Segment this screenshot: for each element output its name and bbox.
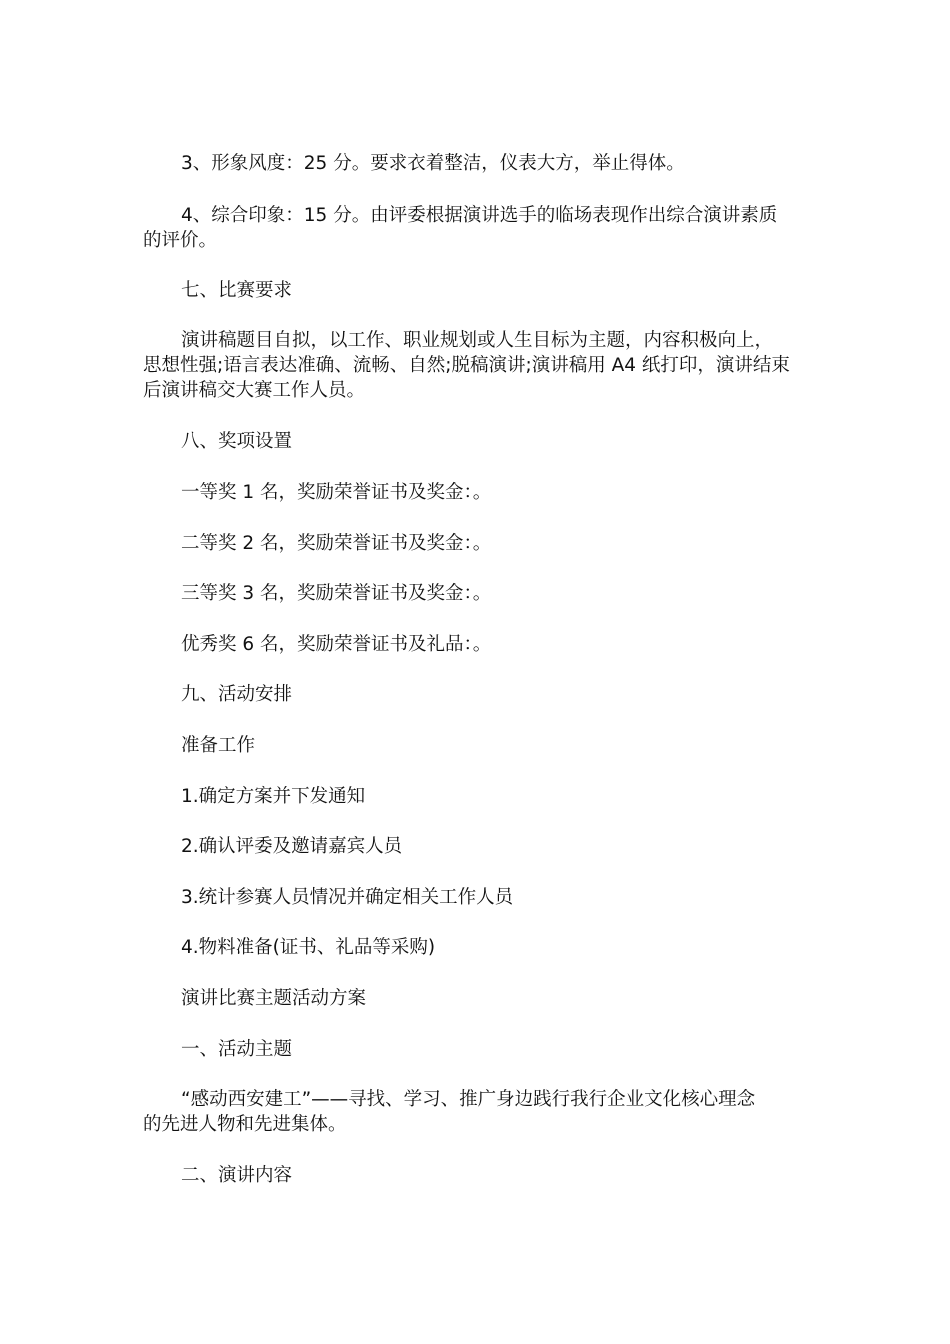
subheading-preparation xyxy=(181,733,808,758)
award-excellence-prize xyxy=(181,632,808,657)
text-line: 4.物料准备(证书、礼品等采购) xyxy=(181,937,436,958)
paragraph-image-score xyxy=(143,151,808,176)
paragraph-requirements xyxy=(143,328,808,403)
list-item-3 xyxy=(181,885,808,910)
text-line: 4、综合印象：15 分。由评委根据演讲选手的临场表现作出综合演讲素质 xyxy=(181,205,778,226)
list-item-1 xyxy=(181,784,808,809)
text-line: 3.统计参赛人员情况并确定相关工作人员 xyxy=(181,887,514,908)
section-heading-theme xyxy=(181,1037,808,1062)
award-first-prize xyxy=(181,480,808,505)
text-line: 一、活动主题 xyxy=(181,1039,293,1060)
text-line: 一等奖 1 名，奖励荣誉证书及奖金：。 xyxy=(181,482,492,503)
text-line: 七、比赛要求 xyxy=(181,280,293,301)
text-line: 的先进人物和先进集体。 xyxy=(143,1114,347,1135)
text-line: 思想性强;语言表达准确、流畅、自然;脱稿演讲;演讲稿用 A4 纸打印，演讲结束 xyxy=(143,355,790,376)
text-line: 准备工作 xyxy=(181,735,256,756)
text-line: 三等奖 3 名，奖励荣誉证书及奖金：。 xyxy=(181,583,492,604)
award-second-prize xyxy=(181,531,808,556)
text-line: 后演讲稿交大赛工作人员。 xyxy=(143,380,366,401)
text-line: “感动西安建工”——寻找、学习、推广身边践行我行企业文化核心理念 xyxy=(181,1089,756,1110)
section-heading-speech-content xyxy=(181,1163,808,1188)
list-item-2 xyxy=(181,834,808,859)
text-line: 优秀奖 6 名，奖励荣誉证书及礼品：。 xyxy=(181,634,492,655)
paragraph-theme xyxy=(143,1087,808,1137)
award-third-prize xyxy=(181,581,808,606)
text-line: 二、演讲内容 xyxy=(181,1165,293,1186)
text-line: 八、奖项设置 xyxy=(181,431,293,452)
text-line: 二等奖 2 名，奖励荣誉证书及奖金：。 xyxy=(181,533,492,554)
text-line: 九、活动安排 xyxy=(181,684,293,705)
text-line: 的评价。 xyxy=(143,230,218,251)
section-heading-activity-schedule xyxy=(181,682,808,707)
text-line: 2.确认评委及邀请嘉宾人员 xyxy=(181,836,403,857)
text-line: 演讲比赛主题活动方案 xyxy=(181,988,367,1009)
paragraph-overall-impression xyxy=(143,203,808,253)
section-heading-awards xyxy=(181,429,808,454)
text-line: 3、形象风度：25 分。要求衣着整洁，仪表大方，举止得体。 xyxy=(181,153,685,174)
text-line: 1.确定方案并下发通知 xyxy=(181,786,366,807)
section-heading-competition-requirements xyxy=(181,278,808,303)
document-subtitle xyxy=(181,986,808,1011)
list-item-4 xyxy=(181,935,808,960)
text-line: 演讲稿题目自拟，以工作、职业规划或人生目标为主题，内容积极向上， xyxy=(181,330,774,351)
